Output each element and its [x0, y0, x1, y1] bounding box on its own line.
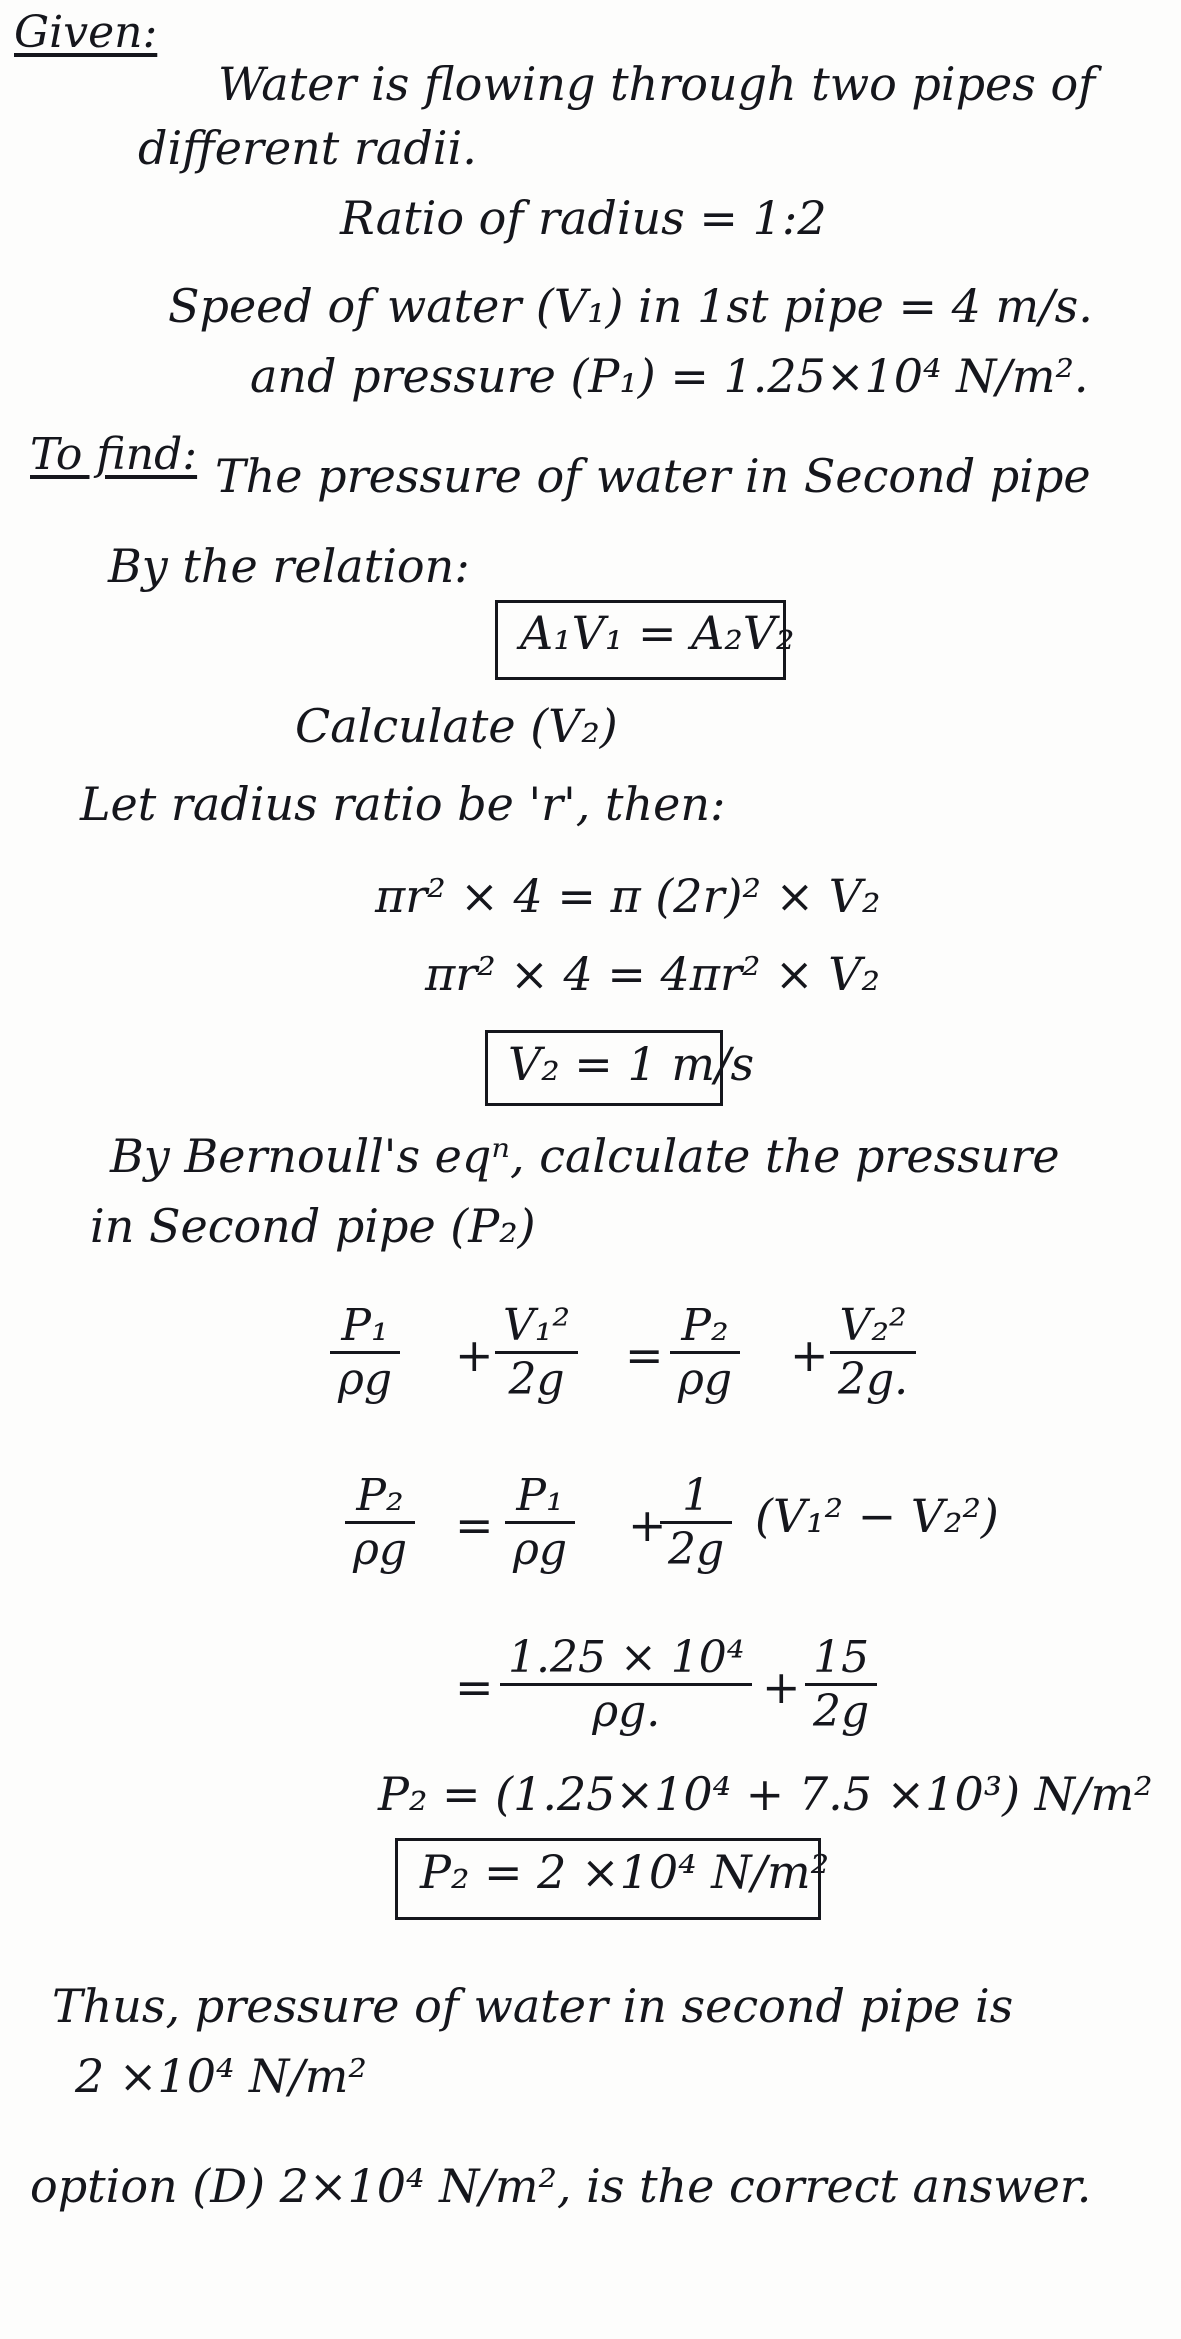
eq2-plus: + — [628, 1498, 667, 1552]
eq1-equals: = — [625, 1328, 664, 1382]
calc-v2-eq1: πr² × 4 = π (2r)² × V₂ — [375, 869, 881, 923]
given-pressure: and pressure (P₁) = 1.25×10⁴ N/m². — [250, 349, 1089, 403]
conclusion-line-1: Thus, pressure of water in second pipe is — [52, 1979, 1014, 2033]
to-find-text: The pressure of water in Second pipe — [215, 449, 1091, 503]
eq3-equals: = — [455, 1660, 494, 1714]
eq1-term-p2: $\frac{\text{P₂}}{\rho g}$ — [670, 1300, 740, 1405]
to-find-heading: To find: — [30, 429, 198, 480]
eq2-equals: = — [455, 1498, 494, 1552]
relation-intro: By the relation: — [108, 539, 470, 593]
eq1-plus-1: + — [455, 1328, 494, 1382]
calc-v2-eq2: πr² × 4 = 4πr² × V₂ — [425, 947, 880, 1001]
eq1-plus-2: + — [790, 1328, 829, 1382]
eq4: P₂ = (1.25×10⁴ + 7.5 ×10³) N/m² — [378, 1767, 1153, 1821]
eq2-paren: (V₁² − V₂²) — [755, 1489, 999, 1543]
eq1-term-v2: $\frac{\text{V₂²}}{2g.}$ — [830, 1300, 916, 1405]
calc-v2-heading: Calculate (V₂) — [295, 699, 618, 753]
eq1-term-v1: $\frac{\text{V₁²}}{2g}$ — [495, 1300, 578, 1405]
eq2-term-p1: $\frac{\text{P₁}}{\rho g}$ — [505, 1470, 575, 1575]
conclusion-line-2: 2 ×10⁴ N/m² — [75, 2049, 367, 2103]
eq3-term-1: $\frac{\text{1.25 × 10⁴}}{\rho g.}$ — [500, 1632, 752, 1737]
given-ratio: Ratio of radius = 1:2 — [340, 191, 827, 245]
eq1-term-p1: $\frac{\text{P₁}}{\rho g}$ — [330, 1300, 400, 1405]
eq3-term-2: $\frac{15}{2g}$ — [805, 1632, 877, 1737]
bernoulli-intro-2: in Second pipe (P₂) — [90, 1199, 536, 1253]
bernoulli-intro-1: By Bernoull's eqⁿ, calculate the pressure — [110, 1129, 1060, 1183]
calc-v2-result: V₂ = 1 m/s — [508, 1037, 755, 1091]
relation-equation: A₁V₁ = A₂V₂ — [520, 606, 795, 660]
given-line-2: different radii. — [138, 121, 477, 175]
eq3-plus: + — [762, 1660, 801, 1714]
eq2-term-half: $\frac{1}{2g}$ — [660, 1470, 732, 1575]
given-heading: Given: — [14, 7, 158, 58]
final-answer: option (D) 2×10⁴ N/m², is the correct answer. — [30, 2159, 1092, 2213]
given-speed: Speed of water (V₁) in 1st pipe = 4 m/s. — [168, 279, 1093, 333]
eq2-lhs: $\frac{\text{P₂}}{\rho g}$ — [345, 1470, 415, 1575]
given-line-1: Water is flowing through two pipes of — [218, 57, 1096, 111]
calc-v2-let: Let radius ratio be 'r', then: — [80, 777, 726, 831]
p2-result: P₂ = 2 ×10⁴ N/m² — [420, 1845, 830, 1899]
